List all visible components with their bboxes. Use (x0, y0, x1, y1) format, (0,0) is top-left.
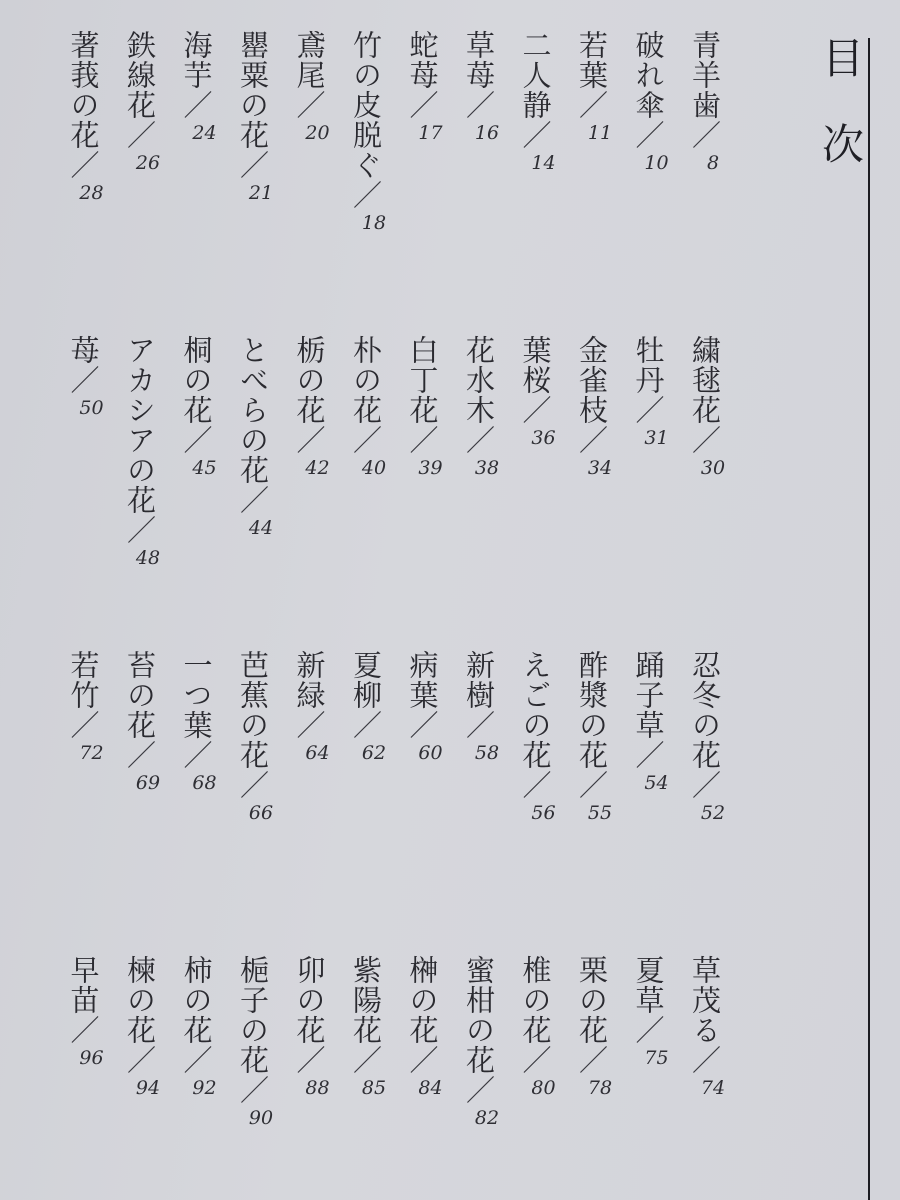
entry-page-number: 14 (531, 152, 556, 174)
entry-title: 罌粟の花 (236, 30, 270, 150)
toc-entry[interactable] (179, 30, 217, 144)
toc-entry[interactable] (236, 650, 274, 824)
toc-entry[interactable] (518, 335, 556, 449)
toc-entry[interactable] (292, 650, 330, 764)
entry-title: 白丁花 (405, 335, 440, 425)
toc-entry[interactable] (631, 955, 669, 1069)
entry-page-number: 42 (305, 457, 330, 479)
toc-entry[interactable] (66, 650, 104, 764)
entry-separator: ／ (631, 395, 666, 425)
entry-separator: ／ (575, 770, 609, 800)
entry-title: 破れ傘 (631, 30, 666, 120)
toc-entry[interactable] (631, 650, 669, 794)
toc-entry[interactable] (123, 335, 161, 569)
entry-page-number: 50 (79, 397, 104, 419)
entry-title: 酢漿の花 (575, 650, 609, 770)
entry-title: 牡丹 (631, 335, 666, 395)
entry-separator: ／ (292, 90, 327, 120)
entry-title: 卯の花 (292, 955, 327, 1045)
entry-page-number: 54 (644, 772, 669, 794)
entry-title: 花水木 (462, 335, 496, 425)
entry-title: 金雀枝 (575, 335, 609, 425)
toc-entry[interactable] (179, 650, 217, 794)
entry-separator: ／ (179, 1045, 214, 1075)
entry-title: 一つ葉 (179, 650, 214, 740)
entry-title: 紫陽花 (349, 955, 383, 1045)
entry-page-number: 74 (700, 1077, 726, 1099)
toc-entry[interactable] (292, 955, 330, 1099)
margin-rule (868, 38, 870, 1200)
toc-entry[interactable] (123, 650, 161, 794)
entry-page-number: 55 (587, 802, 613, 824)
toc-entry[interactable] (631, 30, 669, 174)
entry-separator: ／ (518, 1045, 553, 1075)
entry-title: 著莪の花 (66, 30, 101, 150)
entry-title: 青羊歯 (688, 30, 722, 120)
entry-separator: ／ (349, 425, 383, 455)
entry-title: 夏草 (631, 955, 666, 1015)
entry-separator: ／ (631, 120, 666, 150)
entry-separator: ／ (405, 710, 440, 740)
entry-page-number: 44 (248, 517, 274, 539)
toc-entry[interactable] (575, 955, 613, 1099)
entry-title: 蜜柑の花 (462, 955, 496, 1075)
entry-page-number: 94 (135, 1077, 161, 1099)
entry-separator: ／ (349, 710, 383, 740)
entry-page-number: 84 (418, 1077, 443, 1099)
entry-separator: ／ (462, 710, 496, 740)
entry-separator: ／ (575, 90, 609, 120)
toc-entry[interactable] (179, 335, 217, 479)
entry-page-number: 18 (361, 212, 387, 234)
toc-entry[interactable] (688, 955, 726, 1099)
entry-separator: ／ (236, 485, 270, 515)
toc-entry[interactable] (518, 650, 556, 824)
toc-entry[interactable] (66, 30, 104, 204)
entry-title: えごの花 (518, 650, 553, 770)
entry-separator: ／ (518, 770, 553, 800)
toc-entry[interactable] (688, 335, 726, 479)
entry-page-number: 52 (700, 802, 726, 824)
entry-separator: ／ (462, 425, 496, 455)
entry-page-number: 85 (361, 1077, 387, 1099)
entry-page-number: 16 (474, 122, 500, 144)
entry-page-number: 11 (587, 122, 613, 144)
entry-title: 椎の花 (518, 955, 553, 1045)
entry-title: 海芋 (179, 30, 214, 90)
toc-entry[interactable] (462, 955, 500, 1129)
entry-title: アカシアの花 (123, 335, 157, 515)
toc-entry[interactable] (123, 30, 161, 174)
entry-page-number: 34 (587, 457, 613, 479)
entry-page-number: 90 (248, 1107, 274, 1129)
toc-entry[interactable] (349, 335, 387, 479)
toc-entry[interactable] (292, 30, 330, 144)
entry-title: 桐の花 (179, 335, 214, 425)
entry-page-number: 21 (248, 182, 274, 204)
entry-page-number: 68 (192, 772, 217, 794)
toc-entry[interactable] (462, 650, 500, 764)
entry-page-number: 48 (135, 547, 161, 569)
toc-entry[interactable] (688, 650, 726, 824)
entry-separator: ／ (66, 1015, 101, 1045)
entry-title: 夏柳 (349, 650, 383, 710)
entry-page-number: 88 (305, 1077, 330, 1099)
entry-separator: ／ (349, 180, 383, 210)
entry-title: 苔の花 (123, 650, 157, 740)
page-title: 目次 (816, 36, 865, 208)
entry-separator: ／ (66, 365, 101, 395)
entry-page-number: 24 (192, 122, 217, 144)
toc-entry[interactable] (292, 335, 330, 479)
entry-separator: ／ (179, 425, 214, 455)
toc-entry[interactable] (405, 955, 443, 1099)
entry-separator: ／ (688, 1045, 722, 1075)
entry-separator: ／ (66, 710, 101, 740)
entry-separator: ／ (688, 425, 722, 455)
entry-title: 繍毬花 (688, 335, 722, 425)
entry-separator: ／ (405, 1045, 440, 1075)
toc-entry[interactable] (123, 955, 161, 1099)
entry-separator: ／ (688, 770, 722, 800)
entry-page-number: 60 (418, 742, 443, 764)
entry-page-number: 36 (531, 427, 556, 449)
entry-separator: ／ (236, 1075, 270, 1105)
entry-page-number: 66 (248, 802, 274, 824)
toc-entry[interactable] (575, 650, 613, 824)
toc-entry[interactable] (405, 335, 443, 479)
entry-title: とべらの花 (236, 335, 270, 485)
entry-title: 新緑 (292, 650, 327, 710)
entry-separator: ／ (123, 120, 157, 150)
entry-page-number: 78 (587, 1077, 613, 1099)
entry-separator: ／ (405, 90, 440, 120)
entry-page-number: 92 (192, 1077, 217, 1099)
toc-entry[interactable] (236, 30, 274, 204)
entry-separator: ／ (123, 740, 157, 770)
entry-title: 早苗 (66, 955, 101, 1015)
entry-title: 鳶尾 (292, 30, 327, 90)
entry-separator: ／ (462, 90, 496, 120)
entry-title: 二人静 (518, 30, 553, 120)
entry-title: 鉄線花 (123, 30, 157, 120)
toc-entry[interactable] (179, 955, 217, 1099)
entry-title: 若竹 (66, 650, 101, 710)
entry-title: 若葉 (575, 30, 609, 90)
entry-separator: ／ (292, 425, 327, 455)
entry-page-number: 17 (418, 122, 443, 144)
entry-page-number: 38 (474, 457, 500, 479)
toc-entry[interactable] (405, 30, 443, 144)
entry-separator: ／ (292, 1045, 327, 1075)
entry-title: 芭蕉の花 (236, 650, 270, 770)
entry-title: 忍冬の花 (688, 650, 722, 770)
entry-title: 草苺 (462, 30, 496, 90)
entry-page-number: 58 (474, 742, 500, 764)
entry-title: 朴の花 (349, 335, 383, 425)
entry-separator: ／ (66, 150, 101, 180)
entry-page-number: 75 (644, 1047, 669, 1069)
toc-entry[interactable] (688, 30, 722, 174)
entry-page-number: 8 (706, 152, 720, 174)
entry-title: 栗の花 (575, 955, 609, 1045)
entry-title: 新樹 (462, 650, 496, 710)
entry-page-number: 62 (361, 742, 387, 764)
toc-entry[interactable] (575, 30, 613, 144)
entry-title: 楝の花 (123, 955, 157, 1045)
entry-page-number: 80 (531, 1077, 556, 1099)
entry-page-number: 30 (700, 457, 726, 479)
entry-separator: ／ (236, 770, 270, 800)
entry-page-number: 56 (531, 802, 556, 824)
toc-entry[interactable] (462, 30, 500, 144)
toc-entry[interactable] (66, 335, 104, 419)
entry-page-number: 72 (79, 742, 104, 764)
entry-title: 葉桜 (518, 335, 553, 395)
entry-separator: ／ (688, 120, 722, 150)
entry-title: 柿の花 (179, 955, 214, 1045)
entry-separator: ／ (518, 120, 553, 150)
entry-page-number: 69 (135, 772, 161, 794)
toc-entry[interactable] (575, 335, 613, 479)
entry-page-number: 39 (418, 457, 443, 479)
toc-entry[interactable] (518, 30, 556, 174)
entry-separator: ／ (462, 1075, 496, 1105)
entry-page-number: 26 (135, 152, 161, 174)
entry-separator: ／ (631, 740, 666, 770)
toc-entry[interactable] (518, 955, 556, 1099)
entry-title: 病葉 (405, 650, 440, 710)
entry-separator: ／ (575, 425, 609, 455)
entry-separator: ／ (179, 90, 214, 120)
entry-separator: ／ (349, 1045, 383, 1075)
entry-title: 苺 (66, 335, 101, 365)
toc-entry[interactable] (236, 335, 274, 539)
entry-page-number: 28 (79, 182, 104, 204)
toc-entry[interactable] (631, 335, 669, 449)
toc-entry[interactable] (66, 955, 104, 1069)
toc-entry[interactable] (405, 650, 443, 764)
entry-separator: ／ (123, 515, 157, 545)
entry-separator: ／ (405, 425, 440, 455)
toc-entry[interactable] (349, 650, 387, 764)
entry-separator: ／ (123, 1045, 157, 1075)
entry-page-number: 40 (361, 457, 387, 479)
entry-page-number: 64 (305, 742, 330, 764)
entry-page-number: 31 (644, 427, 669, 449)
entry-title: 梔子の花 (236, 955, 270, 1075)
entry-separator: ／ (631, 1015, 666, 1045)
entry-separator: ／ (518, 395, 553, 425)
entry-title: 踊子草 (631, 650, 666, 740)
toc-entry[interactable] (349, 955, 387, 1099)
entry-page-number: 20 (305, 122, 330, 144)
entry-title: 草茂る (688, 955, 722, 1045)
entry-page-number: 45 (192, 457, 217, 479)
entry-page-number: 10 (644, 152, 669, 174)
entry-separator: ／ (236, 150, 270, 180)
entry-page-number: 96 (79, 1047, 104, 1069)
entry-title: 蛇苺 (405, 30, 440, 90)
toc-entry[interactable] (349, 30, 387, 234)
entry-separator: ／ (179, 740, 214, 770)
entry-title: 栃の花 (292, 335, 327, 425)
toc-entry[interactable] (462, 335, 500, 479)
entry-title: 竹の皮脱ぐ (349, 30, 383, 180)
entry-separator: ／ (292, 710, 327, 740)
entry-separator: ／ (575, 1045, 609, 1075)
entry-page-number: 82 (474, 1107, 500, 1129)
entry-title: 榊の花 (405, 955, 440, 1045)
toc-entry[interactable] (236, 955, 274, 1129)
